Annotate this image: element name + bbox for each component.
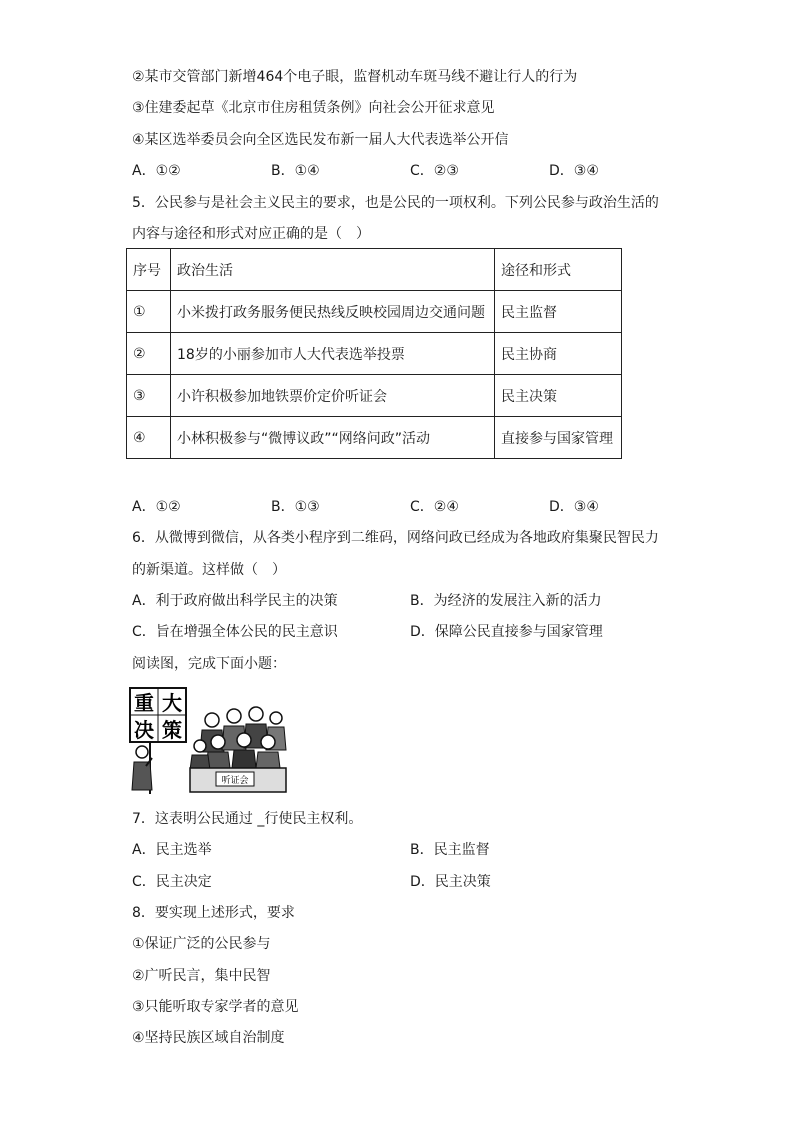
sign-char: 决: [134, 718, 154, 742]
q7-option-b: B．民主监督: [410, 842, 490, 858]
sign-char: 大: [162, 691, 182, 715]
q7-option-d: D．民主决策: [410, 874, 491, 890]
header-channel: 途径和形式: [495, 249, 622, 291]
q8-item-1: ①保证广泛的公民参与: [132, 936, 271, 952]
q4-item-4: ④某区选举委员会向全区选民发布新一届人大代表选举公开信: [132, 132, 509, 148]
q4-item-2: ②某市交管部门新增464个电子眼，监督机动车斑马线不避让行人的行为: [132, 69, 578, 85]
row-channel: 民主决策: [495, 375, 622, 417]
sign-char: 重: [134, 691, 154, 715]
q5-option-d: D．③④: [549, 499, 599, 515]
row-index: ②: [127, 333, 171, 375]
q5-option-b: B．①③: [271, 499, 320, 515]
q4-option-a: A．①②: [132, 163, 181, 179]
row-content: 小米拨打政务服务便民热线反映校园周边交通问题: [171, 291, 495, 333]
q5-option-a: A．①②: [132, 499, 181, 515]
q6-stem-line2: 的新渠道。这样做（ ）: [132, 562, 286, 578]
row-index: ④: [127, 417, 171, 459]
reading-prompt: 阅读图，完成下面小题：: [132, 656, 286, 672]
sign-char: 策: [162, 718, 182, 742]
hearing-illustration: [128, 686, 288, 796]
q5-stem-line1: 5．公民参与是社会主义民主的要求，也是公民的一项权利。下列公民参与政治生活的: [132, 195, 659, 211]
audience-figures: [190, 707, 286, 770]
q5-table: [126, 248, 622, 459]
header-political-life: 政治生活: [171, 249, 495, 291]
q6-option-c: C．旨在增强全体公民的民主意识: [132, 624, 338, 640]
q7-option-a: A．民主选举: [132, 842, 212, 858]
table-row: [127, 417, 622, 459]
row-channel: 直接参与国家管理: [495, 417, 622, 459]
row-content: 小林积极参与“微博议政”“网络问政”活动: [171, 417, 495, 459]
row-index: ①: [127, 291, 171, 333]
q4-option-c: C．②③: [410, 163, 459, 179]
q6-option-b: B．为经济的发展注入新的活力: [410, 593, 602, 609]
q8-item-2: ②广听民言，集中民智: [132, 968, 271, 984]
q5-stem-line2: 内容与途径和形式对应正确的是（ ）: [132, 226, 370, 242]
q7-option-c: C．民主决定: [132, 874, 212, 890]
row-content: 18岁的小丽参加市人大代表选举投票: [171, 333, 495, 375]
table-header-row: [127, 249, 622, 291]
row-content: 小许积极参加地铁票价定价听证会: [171, 375, 495, 417]
row-channel: 民主协商: [495, 333, 622, 375]
q4-item-3: ③住建委起草《北京市住房租赁条例》向社会公开征求意见: [132, 100, 495, 116]
row-index: ③: [127, 375, 171, 417]
q8-item-3: ③只能听取专家学者的意见: [132, 999, 299, 1015]
table-row: [127, 333, 622, 375]
table-row: [127, 291, 622, 333]
q4-option-d: D．③④: [549, 163, 599, 179]
q6-option-d: D．保障公民直接参与国家管理: [410, 624, 603, 640]
q4-option-b: B．①④: [271, 163, 320, 179]
q6-option-a: A．利于政府做出科学民主的决策: [132, 593, 338, 609]
q8-item-4: ④坚持民族区域自治制度: [132, 1030, 285, 1046]
q6-stem-line1: 6．从微博到微信，从各类小程序到二维码，网络问政已经成为各地政府集聚民智民力: [132, 530, 659, 546]
desk-label: 听证会: [221, 776, 249, 786]
row-channel: 民主监督: [495, 291, 622, 333]
q8-stem: 8．要实现上述形式，要求: [132, 905, 295, 921]
q5-option-c: C．②④: [410, 499, 459, 515]
q7-stem: 7．这表明公民通过 _行使民主权利。: [132, 811, 363, 827]
table-row: [127, 375, 622, 417]
header-index: 序号: [127, 249, 171, 291]
